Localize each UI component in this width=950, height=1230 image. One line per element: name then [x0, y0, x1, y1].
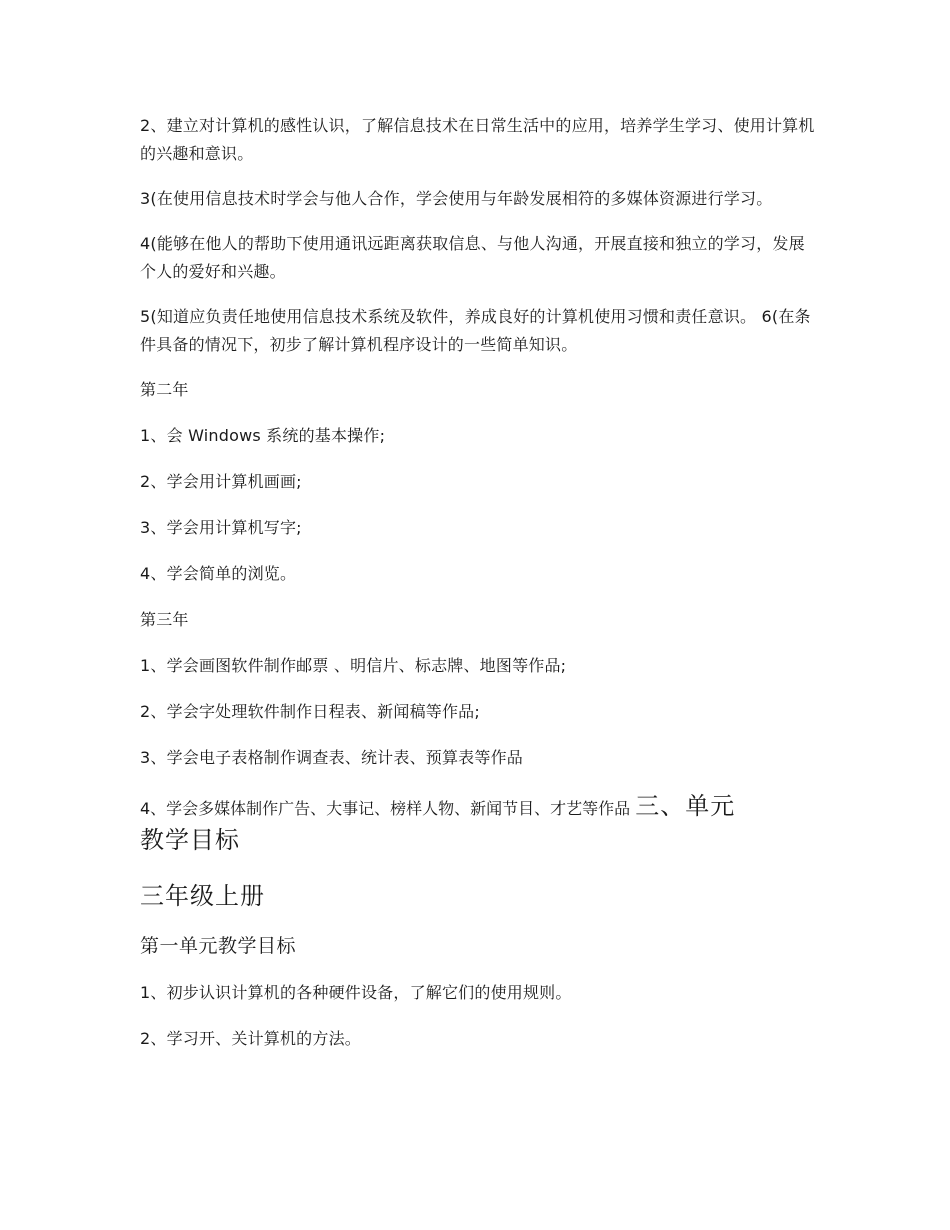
section-heading-part1: 三、单元: [635, 792, 736, 820]
year3-item-3: 3、学会电子表格制作调查表、统计表、预算表等作品: [140, 748, 523, 767]
goal-paragraph-4: 4(能够在他人的帮助下使用通讯远距离获取信息、与他人沟通，开展直接和独立的学习，发展个人的爱好和兴趣。: [140, 234, 805, 281]
year2-item-2: 2、学会用计算机画画;: [140, 472, 302, 491]
unit1-item-2: 2、学习开、关计算机的方法。: [140, 1029, 361, 1048]
goal-paragraph-3: 3(在使用信息技术时学会与他人合作，学会使用与年龄发展相符的多媒体资源进行学习。: [140, 189, 773, 208]
section-heading-part2: 教学目标: [140, 826, 240, 854]
unit1-title: 第一单元教学目标: [140, 935, 297, 957]
year3-item-4: 4、学会多媒体制作广告、大事记、榜样人物、新闻节目、才艺等作品: [140, 799, 636, 818]
year3-item-4-with-section-heading: [140, 790, 820, 859]
document-page: [140, 112, 820, 1071]
year3-item-2: 2、学会字处理软件制作日程表、新闻稿等作品;: [140, 702, 480, 721]
unit1-item-1: 1、初步认识计算机的各种硬件设备，了解它们的使用规则。: [140, 983, 572, 1002]
year2-item-4: 4、学会简单的浏览。: [140, 564, 297, 583]
year2-item-3: 3、学会用计算机写字;: [140, 518, 302, 537]
grade-heading: 三年级上册: [140, 882, 265, 910]
year2-title: 第二年: [140, 380, 189, 399]
year3-item-1: 1、学会画图软件制作邮票 、明信片、标志牌、地图等作品;: [140, 656, 567, 675]
year3-title: 第三年: [140, 610, 189, 629]
goal-paragraph-5: 5(知道应负责任地使用信息技术系统及软件，养成良好的计算机使用习惯和责任意识。 6(在条件具备的情况下，初步了解计算机程序设计的一些简单知识。: [140, 307, 811, 354]
year2-item-1: 1、会 Windows 系统的基本操作;: [140, 426, 386, 445]
goal-paragraph-2: 2、建立对计算机的感性认识，了解信息技术在日常生活中的应用，培养学生学习、使用计算机的兴趣和意识。: [140, 116, 815, 163]
